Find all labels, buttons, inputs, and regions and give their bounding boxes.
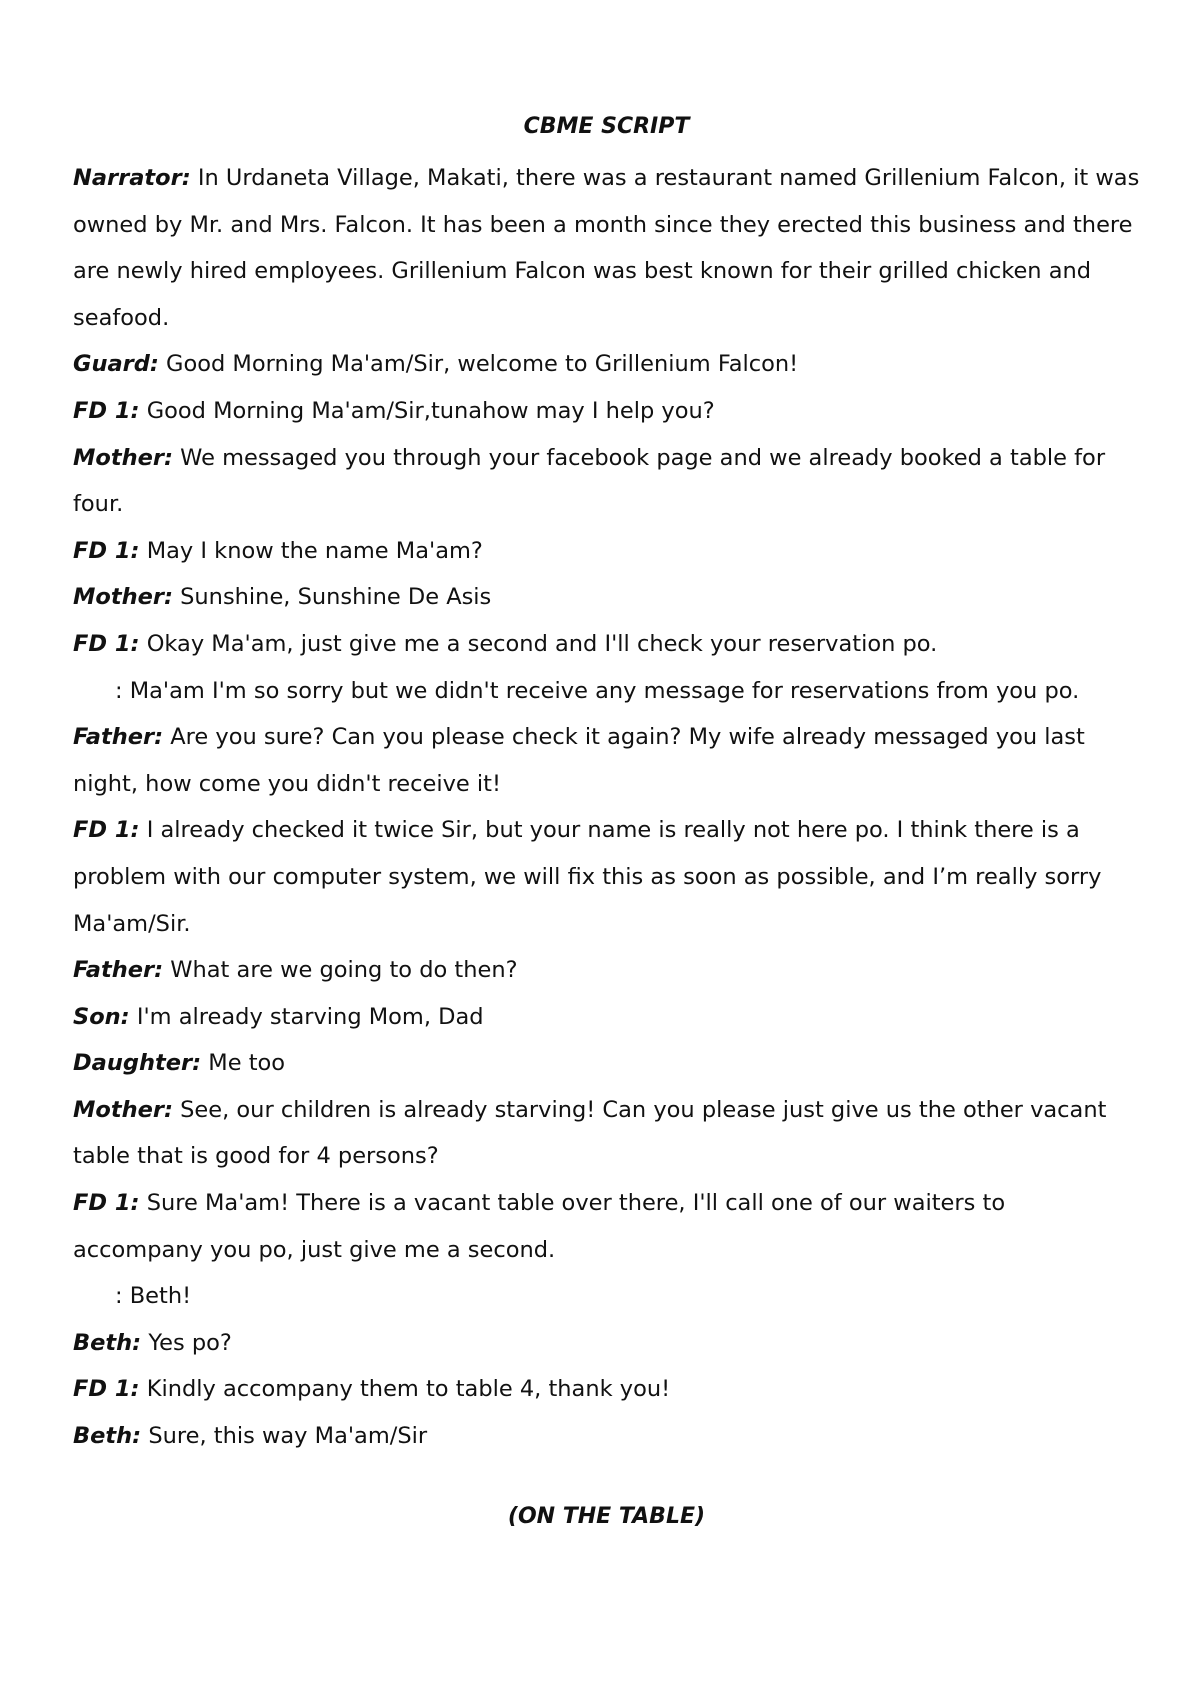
dialogue-text: Are you sure? Can you please check it again? My wife already messaged you last night, how come you didn't receive it!: [73, 724, 1085, 797]
dialogue-text: May I know the name Ma'am?: [146, 537, 483, 564]
speaker-label: Mother:: [73, 444, 173, 471]
speaker-label: Guard:: [73, 351, 159, 378]
speaker-label: Mother:: [73, 1096, 173, 1123]
script-line: [73, 574, 1140, 621]
speaker-label: Beth:: [73, 1423, 142, 1450]
script-line: [73, 1366, 1140, 1413]
dialogue-text: : Beth!: [115, 1283, 192, 1310]
script-line: [73, 528, 1140, 575]
script-line: [73, 1180, 1140, 1273]
script-line-continuation: [73, 1273, 1140, 1320]
dialogue-text: Sure Ma'am! There is a vacant table over there, I'll call one of our waiters to accompany you po, just give me a second.: [73, 1190, 1006, 1263]
document-title: CBME SCRIPT: [523, 114, 690, 139]
dialogue-text: Good Morning Ma'am/Sir,tunahow may I help you?: [146, 397, 715, 424]
speaker-label: FD 1:: [73, 1190, 140, 1217]
speaker-label: FD 1:: [73, 397, 140, 424]
scene-heading: (ON THE TABLE): [507, 1503, 706, 1529]
speaker-label: Son:: [73, 1003, 130, 1030]
script-line: [73, 947, 1140, 994]
script-body: [73, 155, 1140, 1460]
dialogue-text: Sure, this way Ma'am/Sir: [148, 1423, 428, 1450]
script-line: [73, 435, 1140, 528]
speaker-label: Narrator:: [73, 165, 191, 191]
dialogue-text: I'm already starving Mom, Dad: [136, 1003, 484, 1030]
dialogue-text: Me too: [208, 1050, 286, 1077]
script-line: [73, 994, 1140, 1041]
script-line-continuation: [73, 668, 1140, 715]
dialogue-text: Kindly accompany them to table 4, thank you!: [146, 1376, 671, 1403]
script-line: [73, 807, 1140, 947]
dialogue-text: What are we going to do then?: [170, 957, 518, 984]
speaker-label: FD 1:: [73, 817, 140, 844]
dialogue-text: See, our children is already starving! Can you please just give us the other vacant table that is good for 4 persons?: [73, 1096, 1107, 1170]
speaker-label: Mother:: [73, 584, 173, 611]
speaker-label: Father:: [73, 957, 164, 984]
dialogue-text: Sunshine, Sunshine De Asis: [180, 584, 492, 611]
script-line: [73, 1413, 1140, 1460]
speaker-label: Father:: [73, 724, 164, 751]
dialogue-text: We messaged you through your facebook page and we already booked a table for four.: [73, 444, 1106, 518]
script-line: [73, 1320, 1140, 1367]
dialogue-text: Good Morning Ma'am/Sir, welcome to Grillenium Falcon!: [166, 351, 799, 378]
script-line: [73, 1040, 1140, 1087]
script-line: [73, 714, 1140, 807]
script-line: [73, 1087, 1140, 1180]
dialogue-text: I already checked it twice Sir, but your name is really not here po. I think there is a problem with our computer system, we will fix this as soon as possible, and I’m really sorry Ma'am/Sir.: [73, 817, 1102, 937]
script-line: [73, 155, 1140, 341]
dialogue-text: In Urdaneta Village, Makati, there was a restaurant named Grillenium Falcon, it was owned by Mr. and Mrs. Falcon. It has been a month since they erected this business and there are newly hired employees. Grillenium Falcon was best known for their grilled chicken and seafood.: [73, 165, 1140, 331]
dialogue-text: Yes po?: [148, 1329, 232, 1356]
script-line: [73, 388, 1140, 435]
speaker-label: Beth:: [73, 1329, 142, 1356]
speaker-label: FD 1:: [73, 630, 140, 657]
script-line: [73, 621, 1140, 668]
speaker-label: FD 1:: [73, 1376, 140, 1403]
dialogue-text: Okay Ma'am, just give me a second and I'll check your reservation po.: [146, 630, 938, 657]
speaker-label: Daughter:: [73, 1050, 202, 1077]
dialogue-text: : Ma'am I'm so sorry but we didn't receive any message for reservations from you po.: [115, 677, 1080, 704]
script-line: [73, 341, 1140, 388]
speaker-label: FD 1:: [73, 537, 140, 564]
